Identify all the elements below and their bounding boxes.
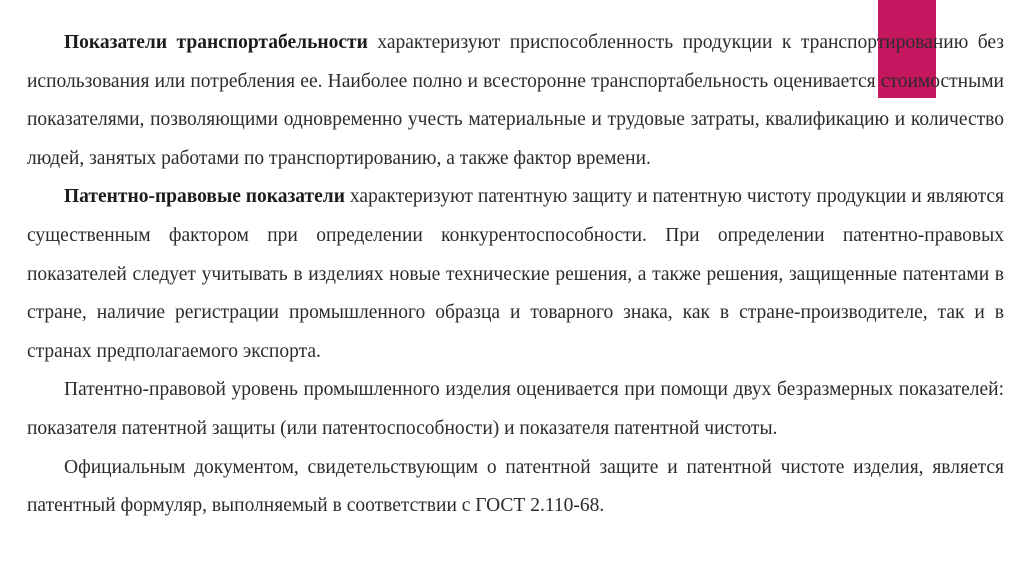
paragraph-text: Официальным документом, свидетельствующим о патентной защите и патентной чистоте изделия, является патентный формуляр, выполняемый в соответствии с ГОСТ 2.110-68. [27, 456, 1004, 517]
paragraph-patent-level [27, 371, 1004, 448]
term-transportability: Показатели транспортабельности [64, 32, 368, 53]
paragraph-text: Патентно-правовой уровень промышленного изделия оценивается при помощи двух безразмерных показателей: показателя патентной защиты (или патентоспособности) и показателя патентной чистоты. [27, 379, 1004, 439]
paragraph-patent-legal [27, 178, 1004, 371]
term-patent-legal: Патентно-правовые показатели [64, 186, 345, 208]
paragraph-text: характеризуют патентную защиту и патентную чистоту продукции и являются существенным фактором при определении конкурентоспособности. При определении патентно-правовых показателей следует учитывать в изделиях новые технические решения, а также решения, защищенные патентами в стране, наличие регистрации промышленного образца и товарного знака, как в стране-производителе, так и в странах предполагаемого экспорта. [27, 186, 1004, 362]
paragraph-text: характеризуют приспособленность продукции к транспортированию без использования или потребления ее. Наиболее полно и всесторонне транспортабельность оценивается стоимостными показателями, позволяющими одновременно учесть материальные и трудовые затраты, квалификацию и количество людей, занятых работами по транспортированию, а также фактор времени. [27, 32, 1004, 169]
paragraph-transportability [27, 24, 1004, 178]
document-body [27, 24, 1004, 526]
paragraph-official-document [27, 449, 1004, 526]
